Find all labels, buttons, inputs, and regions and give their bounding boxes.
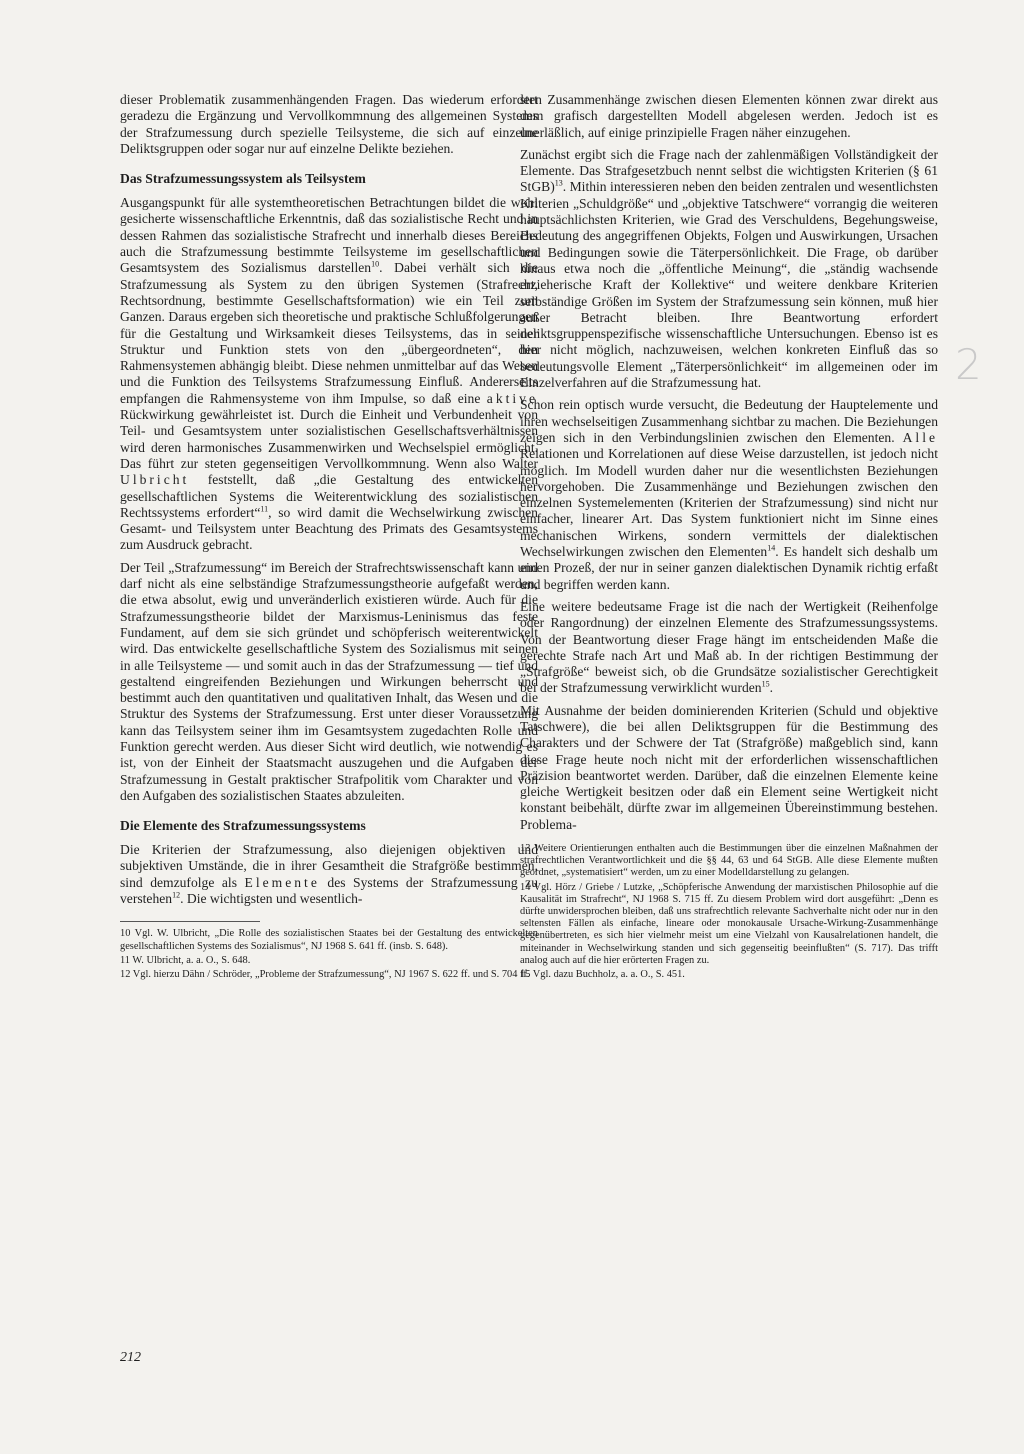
- left-column: [120, 92, 538, 983]
- paragraph: Zunächst ergibt sich die Frage nach der zahlenmäßigen Vollständigkeit der Elemente. Das Strafgesetzbuch nennt selbst die wichtigsten Kriterien (§ 61 StGB)$^{13}$. Mithin interessieren neben den beiden zentralen und wesentlichsten Kriterien „Schuldgröße“ und „objektive Tatschwere“ vorrangig die weiteren hauptsächlichsten Kriterien, wie Grad des Verschuldens, Begehungsweise, Bedeutung des angegriffenen Objekts, Folgen und Auswirkungen, Ursachen und Bedingungen sowie die Täterpersönlichkeit. Die Frage, ob darüber hinaus etwa noch die „öffentliche Meinung“, die „ständig wachsende erzieherische Kraft der Kollektive“ und weitere denkbare Kriterien selbständige Größen im System der Strafzumessung sein können, muß hier außer Betracht bleiben. Ihre Beantwortung erfordert deliktsgruppenspezifische wissenschaftliche Untersuchungen. Ebenso ist es hier nicht möglich, nachzuweisen, welchen konkreten Einfluß das so bedeutungsvolle Element „Täterpersönlichkeit“ im allgemeinen oder im Einzelverfahren auf die Strafzumessung hat.: [520, 146, 938, 391]
- footnote-ref[interactable]: 15: [761, 679, 770, 689]
- footnote: 13 Weitere Orientierungen enthalten auch die Bestimmungen über die einzelnen Maßnahmen der strafrechtlichen Verantwortlichkeit und die §§ 44, 63 und 64 StGB. Alle diese Elemente mußten geordnet, „systematisiert“ werden, um zu einer Modelldarstellung zu gelangen.: [520, 843, 938, 879]
- footnotes: [120, 928, 538, 981]
- page-number: 212: [120, 1350, 141, 1365]
- footnote: 14 Vgl. Hörz / Griebe / Lutzke, „Schöpferische Anwendung der marxistischen Philosophie auf die Kausalität im Strafrecht“, NJ 1968 S. 715 ff. Zu diesem Problem wird dort ausgeführt: „Denn es dürfte unwidersprochen bleiben, daß uns strafrechtlich relevante Sachverhalte nicht oder nur in den seltensten Fällen als einfache, lineare oder monokausale Ursache-Wirkung-Zusammenhänge gegenübertreten, es sich hier vielmehr meist um eine Vielzahl von Kausalrelationen handelt, die miteinander in Wechselwirkung standen und sich gegenseitig beeinflußten“ (S. 717). Das trifft analog auch auf die hier erörterten Fragen zu.: [520, 881, 938, 966]
- footnote-ref[interactable]: 12: [172, 890, 181, 900]
- footnote-ref[interactable]: 11: [260, 504, 269, 514]
- paragraph: Die Kriterien der Strafzumessung, also diejenigen objektiven und subjektiven Umstände, die in ihrer Gesamtheit die Strafgröße bestimmen, sind demzufolge als Elemente des Systems der Strafzumessung zu verstehen$^{12}$. Die wichtigsten und wesentlich-: [120, 842, 538, 907]
- footnote-ref[interactable]: 14: [767, 543, 776, 553]
- footnote-ref[interactable]: 10: [371, 259, 380, 269]
- section-heading: Das Strafzumessungssystem als Teilsystem: [120, 171, 366, 187]
- paragraph: Mit Ausnahme der beiden dominierenden Kriterien (Schuld und objektive Tatschwere), die bei allen Deliktsgruppen für die Bestimmung des Charakters und der Schwere der Tat (Strafgröße) maßgeblich sind, kann diese Frage heute noch nicht mit der erforderlichen wissenschaftlichen Präzision beantwortet werden. Darüber, daß die einzelnen Elemente keine gleiche Wertigkeit besitzen oder daß ein Element seine Wertigkeit nicht konstant beibehält, dürfte zwar im allgemeinen Übereinstimmung bestehen. Problema-: [520, 702, 938, 832]
- footnote-ref[interactable]: 13: [554, 178, 563, 188]
- section-heading: Die Elemente des Strafzumessungssystems: [120, 818, 366, 834]
- paragraph: Ausgangspunkt für alle systemtheoretischen Betrachtungen bildet die wohl gesicherte wissenschaftliche Erkenntnis, daß das sozialistische Recht und in dessen Rahmen das sozialistische Strafrecht und innerhalb dieses Bereichs auch die Strafzumessung bestimmte Teilsysteme im gesellschaftlichen Gesamtsystem des Sozialismus darstellen$^{10}$. Dabei verhält sich die Strafzumessung als System zu den übrigen Systemen (Strafrecht, Rechtsordnung, bestimmte Gesellschaftsformation) wie ein Teil zum Ganzen. Daraus ergeben sich theoretische und praktische Schlußfolgerungen für die Gestaltung und Wirksamkeit dieses Teilsystems, das in seiner Struktur und Funktion stets von den „übergeordneten“, den Rahmensystemen abhängig bleibt. Diese nehmen unmittelbar auf das Wesen und die Funktion des Teilsystems Strafzumessung Einfluß. Andererseits empfangen die Rahmensysteme von ihm Impulse, so daß eine aktive Rückwirkung gewährleistet ist. Durch die Einheit und Verbundenheit von Teil- und Gesamtsystem unter sozialistischen Gesellschaftsverhältnissen wird deren harmonisches Zusammenwirken und Wechselspiel ermöglicht. Das führt zur steten gegenseitigen Vervollkommnung. Wenn also Walter Ulbricht feststellt, daß „die Gestaltung des entwickelten gesellschaftlichen Systems die Weiterentwicklung des sozialistischen Rechtssystems erfordert“$^{11}$, so wird damit die Wechselwirkung zwischen Gesamt- und Teilsystem unter Beachtung des Primats des Gesamtsystems zum Ausdruck gebracht.: [120, 195, 538, 553]
- footnote: 11 W. Ulbricht, a. a. O., S. 648.: [120, 954, 251, 966]
- paragraph: sten Zusammenhänge zwischen diesen Elementen können zwar direkt aus dem grafisch dargestellten Modell abgelesen werden. Jedoch ist es unerläßlich, auf einige prinzipielle Fragen näher einzugehen.: [520, 92, 938, 140]
- footnote: 15 Vgl. dazu Buchholz, a. a. O., S. 451.: [520, 969, 685, 981]
- handwritten-mark: 2: [955, 340, 982, 389]
- footnote: 10 Vgl. W. Ulbricht, „Die Rolle des sozialistischen Staates bei der Gestaltung des entwickelten gesellschaftlichen Systems des Sozialismus“, NJ 1968 S. 641 ff. (insb. S. 648).: [120, 928, 538, 952]
- paragraph: dieser Problematik zusammenhängenden Fragen. Das wiederum erfordert geradezu die Ergänzung und Vervollkommnung des allgemeinen Systems der Strafzumessung durch spezielle Teilsysteme, die sich auf einzelne Deliktsgruppen oder sogar nur auf einzelne Delikte beziehen.: [120, 92, 538, 156]
- footnotes: [520, 843, 938, 981]
- paragraph: Schon rein optisch wurde versucht, die Bedeutung der Hauptelemente und ihren wechselseitigen Zusammenhang sichtbar zu machen. Die Beziehungen zeigen sich in den Verbindungslinien zwischen den Elementen. Alle Relationen und Korrelationen auf diese Weise darzustellen, ist jedoch nicht möglich. Im Modell wurden daher nur die wesentlichsten Beziehungen hervorgehoben. Die Zusammenhänge und Beziehungen zwischen den einzelnen Systemelementen (Kriterien der Strafzumessung) sind nicht nur einfacher, linearer Art. Das System funktioniert nicht im Sinne eines mechanischen Wirkens, sondern vermittels der dialektischen Wechselwirkungen zwischen den Elementen$^{14}$. Es handelt sich deshalb um einen Prozeß, der nur in seiner ganzen dialektischen Dynamik richtig erfaßt und begriffen werden kann.: [520, 397, 938, 592]
- footnote: 12 Vgl. hierzu Dähn / Schröder, „Probleme der Strafzumessung“, NJ 1967 S. 622 ff. und S. 704 ff.: [120, 968, 530, 980]
- footnote-divider: [120, 921, 260, 922]
- right-column: [520, 92, 938, 983]
- paragraph: Eine weitere bedeutsame Frage ist die nach der Wertigkeit (Reihenfolge oder Rangordnung) der einzelnen Elemente des Strafzumessungssystems. Von der Beantwortung dieser Frage hängt im entscheidenden Maße die gerechte Strafe nach Art und Maß ab. In der richtigen Bestimmung der „Strafgröße“ beweist sich, ob die Grundsätze sozialistischer Gerechtigkeit bei der Strafzumessung verwirklicht wurden$^{15}$.: [520, 598, 938, 696]
- paragraph: Der Teil „Strafzumessung“ im Bereich der Strafrechtswissenschaft kann und darf nicht als eine selbständige Strafzumessungstheorie aufgefaßt werden, die etwa absolut, ewig und unveränderlich existieren würde. Auch für die Strafzumessungstheorie bildet der Marxismus-Leninismus das feste Fundament, auf dem sie sich gründet und schöpferisch weiterentwickelt wird. Das entwickelte gesellschaftliche System des Sozialismus mit seinen in alle Teilsysteme — und somit auch in das der Strafzumessung — tief und gestaltend eingreifenden Beziehungen und Wirkungen beherrscht und bestimmt auch den quantitativen und qualitativen Inhalt, das Wesen und die Struktur des Systems der Strafzumessung. Erst unter dieser Voraussetzung kann das Teilsystem seiner ihm im Gesamtsystem zugedachten Rolle und Funktion gerecht werden. Aus dieser Sicht wird deutlich, wie notwendig es ist, von der Einheit der Staatsmacht auszugehen und die Aufgaben der Strafzumessung in Gestalt praktischer Strafpolitik vom Charakter und von den Aufgaben des sozialistischen Staates abzuleiten.: [120, 559, 538, 803]
